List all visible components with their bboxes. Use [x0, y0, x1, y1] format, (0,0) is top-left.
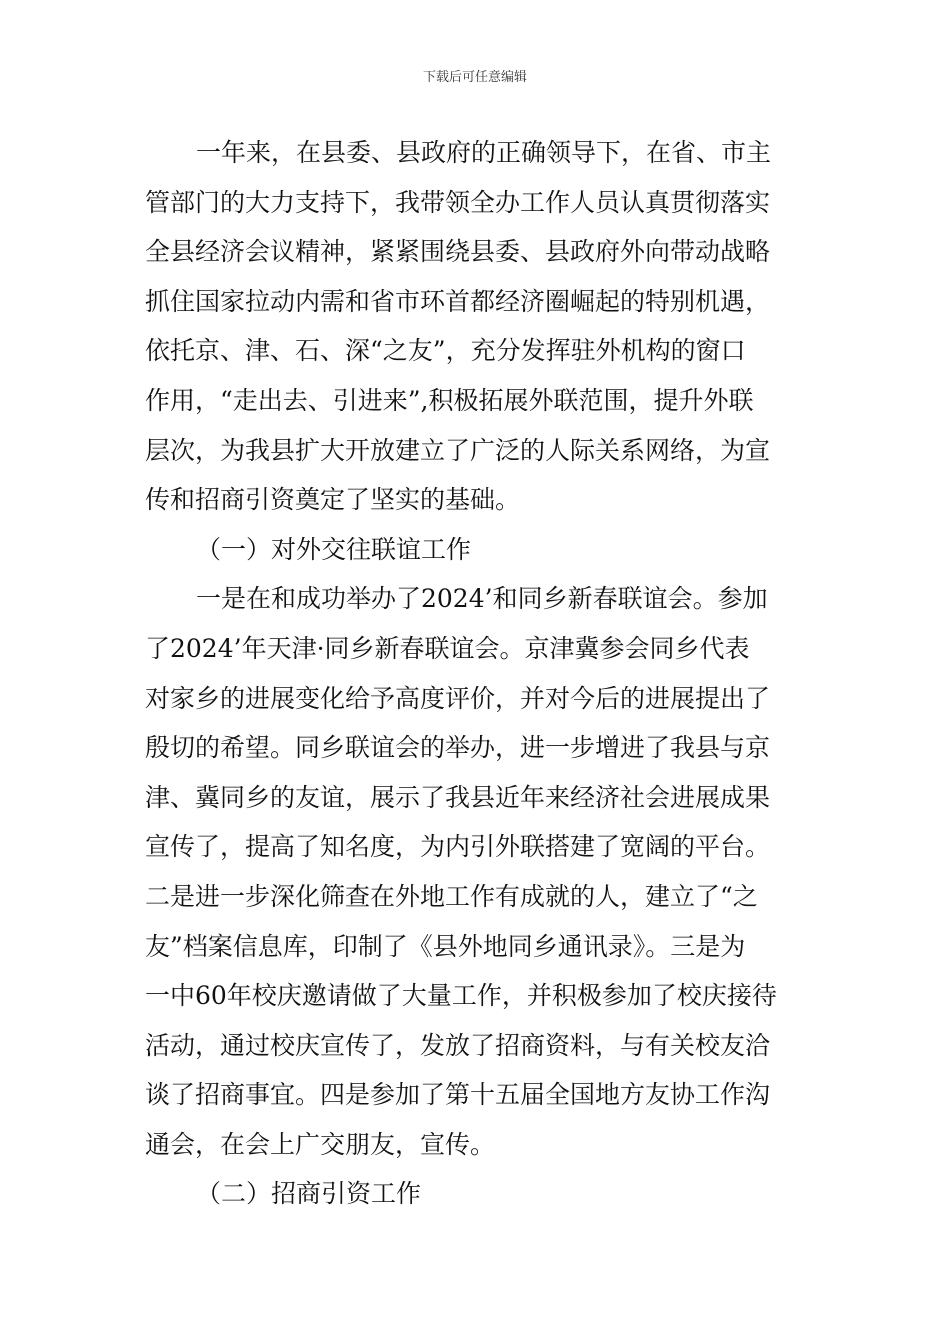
- section-heading-1: （一）对外交往联谊工作: [196, 534, 472, 564]
- paragraph-1-line-6: 作用，“走出去、引进来”,积极拓展外联范围，提升外联: [145, 385, 754, 415]
- header-note: 下载后可任意编辑: [422, 70, 527, 85]
- paragraph-1-line-1: 一年来，在县委、县政府的正确领导下，在省、市主: [196, 138, 772, 167]
- paragraph-2-line-10: 活动，通过校庆宣传了，发放了招商资料，与有关校友洽: [145, 1030, 771, 1060]
- paragraph-1-line-3: 全县经济会议精神，紧紧围绕县委、县政府外向带动战略: [145, 237, 771, 267]
- paragraph-1-line-5: 依托京、津、石、深“之友”，充分发挥驻外机构的窗口: [145, 336, 746, 366]
- paragraph-2-line-1: 一是在和成功举办了2024’和同乡新春联谊会。参加: [196, 584, 768, 614]
- paragraph-2-line-5: 津、冀同乡的友谊，展示了我县近年来经济社会进展成果: [145, 782, 771, 812]
- paragraph-2-line-8: 友”档案信息库，印制了《县外地同乡通讯录》。三是为: [145, 931, 746, 961]
- paragraph-2-line-6: 宣传了，提高了知名度，为内引外联搭建了宽阔的平台。: [145, 832, 771, 862]
- paragraph-2-line-9: 一中60年校庆邀请做了大量工作，并积极参加了校庆接待: [145, 981, 777, 1011]
- paragraph-1-line-7: 层次，为我县扩大开放建立了广泛的人际关系网络，为宣: [145, 435, 771, 465]
- paragraph-2-line-12: 通会，在会上广交朋友，宣传。: [145, 1129, 496, 1159]
- paragraph-2-line-7: 二是进一步深化筛查在外地工作有成就的人，建立了“之: [145, 881, 758, 911]
- paragraph-2-line-11: 谈了招商事宜。四是参加了第十五届全国地方友协工作沟: [145, 1080, 771, 1110]
- paragraph-2-line-3: 对家乡的进展变化给予高度评价，并对今后的进展提出了: [145, 683, 771, 713]
- paragraph-1-line-4: 抓住国家拉动内需和省市环首都经济圈崛起的特别机遇，: [145, 286, 771, 316]
- section-heading-2: （二）招商引资工作: [196, 1179, 422, 1209]
- document-body: [145, 128, 807, 1219]
- paragraph-1-line-2: 管部门的大力支持下，我带领全办工作人员认真贯彻落实: [145, 187, 771, 217]
- paragraph-2-line-4: 殷切的希望。同乡联谊会的举办，进一步增进了我县与京: [145, 733, 771, 763]
- paragraph-2-line-2: 了2024’年天津·同乡新春联谊会。京津冀参会同乡代表: [145, 633, 750, 663]
- paragraph-1-line-8: 传和招商引资奠定了坚实的基础。: [145, 485, 521, 515]
